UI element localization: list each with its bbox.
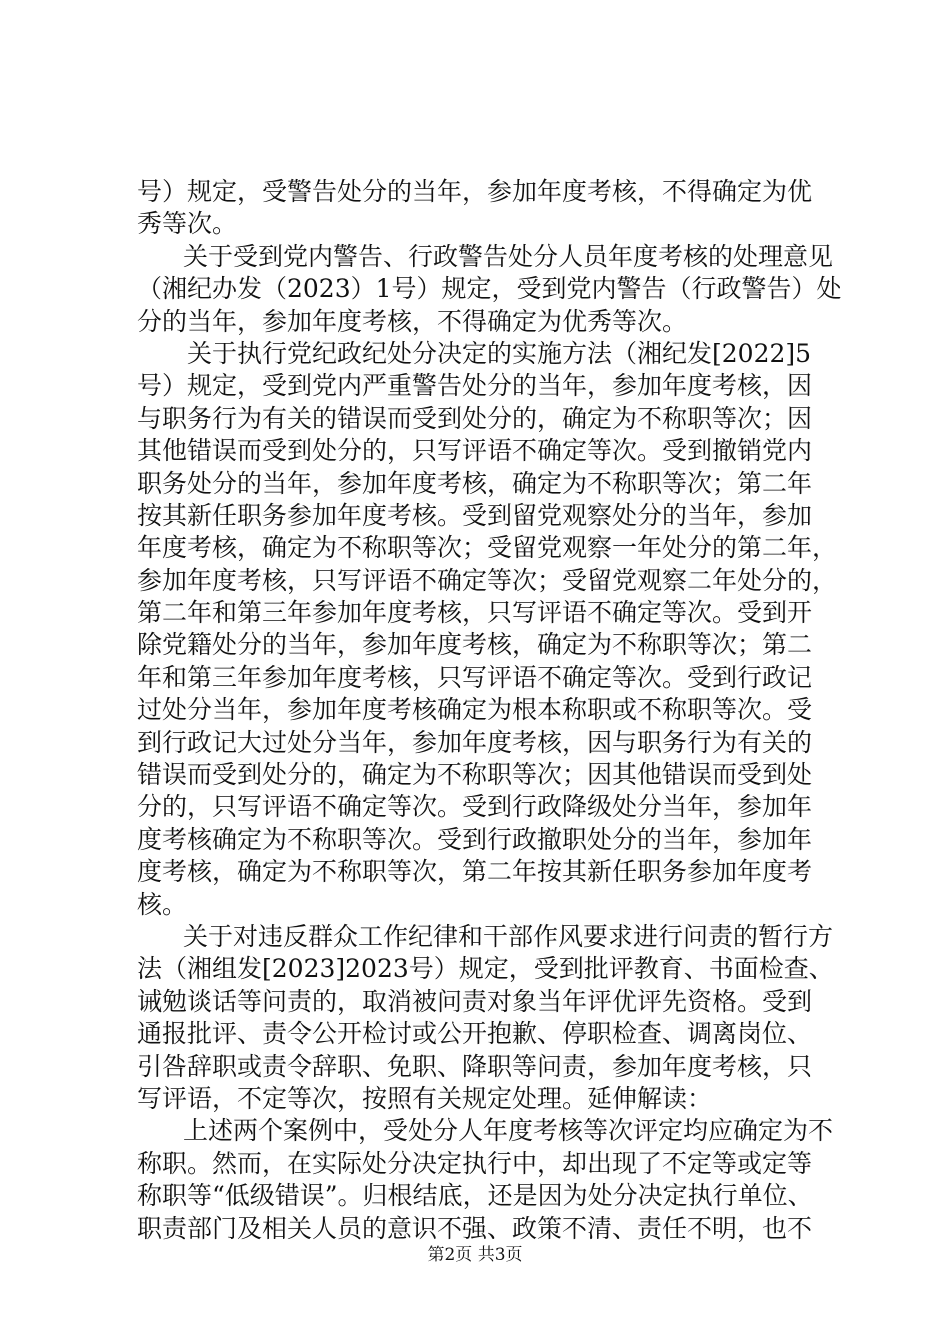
page-number-footer: 第2页 共3页 [427,1245,523,1265]
text-line: 过处分当年，参加年度考核确定为根本称职或不称职等次。受 [137,695,813,725]
text-line: 度考核确定为不称职等次。受到行政撤职处分的当年，参加年 [137,824,813,854]
text-line: （湘纪办发（2023）1号）规定，受到党内警告（行政警告）处 [137,274,842,304]
text-line: 职务处分的当年，参加年度考核，确定为不称职等次；第二年 [137,468,813,498]
text-line: 分的当年，参加年度考核，不得确定为优秀等次。 [137,306,688,336]
text-line: 年和第三年参加年度考核，只写评语不确定等次。受到行政记 [137,662,813,692]
text-line: 错误而受到处分的，确定为不称职等次；因其他错误而受到处 [137,760,813,790]
text-line: 其他错误而受到处分的，只写评语不确定等次。受到撤销党内 [137,436,813,466]
text-line: 引咎辞职或责令辞职、免职、降职等问责，参加年度考核，只 [137,1051,813,1081]
text-line: 第二年和第三年参加年度考核，只写评语不确定等次。受到开 [137,598,813,628]
paragraph-start-line: 关于受到党内警告、行政警告处分人员年度考核的处理意见 [183,241,834,271]
text-line: 到行政记大过处分当年，参加年度考核，因与职务行为有关的 [137,727,813,757]
paragraph-start-line: 关于执行党纪政纪处分决定的实施方法（湘纪发[2022]5 [187,338,812,368]
text-line: 度考核，确定为不称职等次，第二年按其新任职务参加年度考 [137,857,813,887]
text-line: 通报批评、责令公开检讨或公开抱歉、停职检查、调离岗位、 [137,1019,813,1049]
text-line: 与职务行为有关的错误而受到处分的，确定为不称职等次；因 [137,403,813,433]
text-line: 分的，只写评语不确定等次。受到行政降级处分当年，参加年 [137,792,813,822]
text-line: 参加年度考核，只写评语不确定等次；受留党观察二年处分的， [137,565,838,595]
text-line: 号）规定，受警告处分的当年，参加年度考核，不得确定为优 [137,177,813,206]
text-line: 除党籍处分的当年，参加年度考核，确定为不称职等次；第二 [137,630,813,660]
text-line: 号）规定，受到党内严重警告处分的当年，参加年度考核，因 [137,371,813,401]
text-line: 核。 [137,889,188,919]
paragraph-start-line: 上述两个案例中，受处分人年度考核等次评定均应确定为不 [183,1116,834,1146]
text-line: 称职。然而，在实际处分决定执行中，却出现了不定等或定等 [137,1148,813,1178]
text-line: 诫勉谈话等问责的，取消被问责对象当年评优评先资格。受到 [137,986,813,1016]
text-line: 年度考核，确定为不称职等次；受留党观察一年处分的第二年， [137,533,838,563]
text-line: 写评语，不定等次，按照有关规定处理。延伸解读： [137,1083,713,1113]
text-line: 称职等“低级错误”。归根结底，还是因为处分决定执行单位、 [137,1181,813,1211]
text-line: 秀等次。 [137,209,238,239]
text-line: 按其新任职务参加年度考核。受到留党观察处分的当年，参加 [137,500,813,530]
document-body [137,176,842,1245]
paragraph-start-line: 关于对违反群众工作纪律和干部作风要求进行问责的暂行方 [183,921,834,951]
text-line: 法（湘组发[2023]2023号）规定，受到批评教育、书面检查、 [137,954,834,984]
text-line: 职责部门及相关人员的意识不强、政策不清、责任不明，也不 [137,1213,813,1243]
